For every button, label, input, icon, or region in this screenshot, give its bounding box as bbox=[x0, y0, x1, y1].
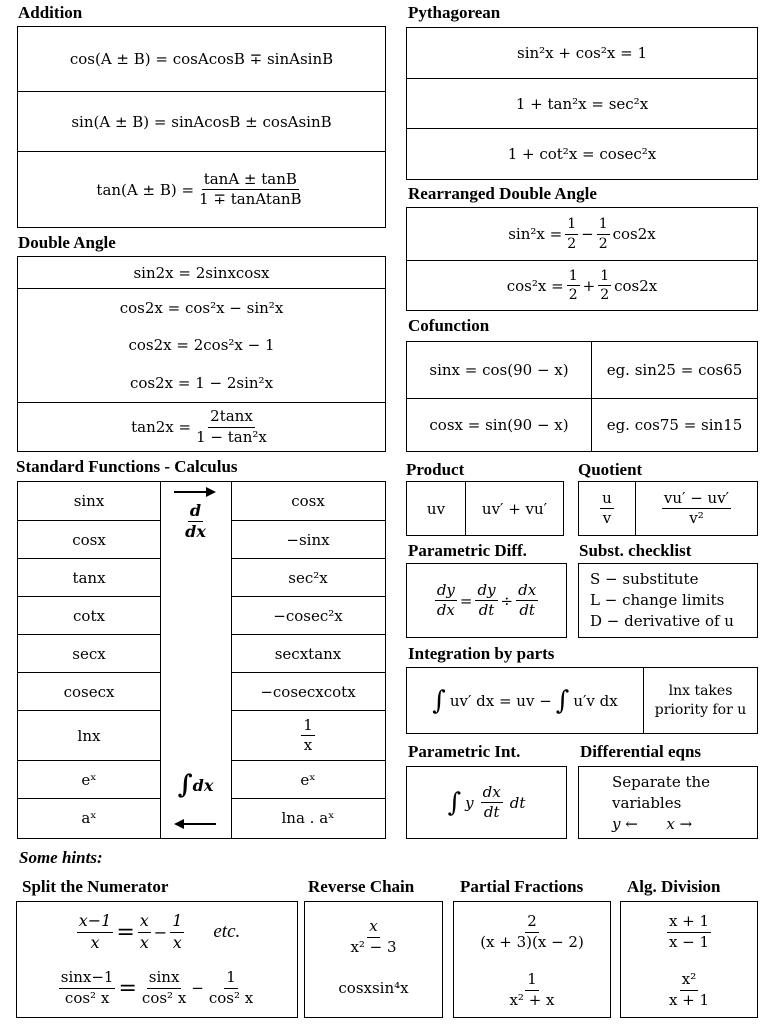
quotient-title: Quotient bbox=[578, 460, 643, 479]
calc-derivative-8: lna . aˣ bbox=[231, 798, 385, 836]
subst-item-s: S − substitute bbox=[590, 570, 699, 588]
equals: = bbox=[459, 591, 473, 610]
dy: dy bbox=[475, 582, 497, 601]
frac-den: x bbox=[139, 932, 149, 952]
calc-function-2: tanx bbox=[18, 558, 160, 596]
frac-num: 2 bbox=[525, 913, 539, 932]
frac-den: x − 1 bbox=[668, 932, 710, 951]
frac-den: x bbox=[172, 932, 182, 952]
frac-den: x² + x bbox=[509, 990, 555, 1009]
frac-den: cos² x bbox=[141, 988, 187, 1007]
dt: dt bbox=[509, 793, 526, 812]
calc-derivative-2: sec²x bbox=[231, 558, 385, 596]
partial-example-1 bbox=[454, 904, 610, 960]
quotient-v: v bbox=[602, 509, 612, 527]
equals: = bbox=[116, 919, 135, 945]
calc-function-3: cotx bbox=[18, 596, 160, 634]
double-angle-tan-num: 2tanx bbox=[208, 408, 255, 427]
diff-eq-line-2: variables bbox=[612, 794, 682, 812]
integral-sign: ∫ bbox=[447, 787, 462, 818]
reverse-box bbox=[304, 901, 443, 1018]
integral-arrow-left bbox=[172, 816, 218, 830]
calc-derivative-7: eˣ bbox=[231, 760, 385, 798]
rearranged-sin-lhs: sin²x = bbox=[508, 225, 563, 243]
calc-derivative-3: −cosec²x bbox=[231, 596, 385, 634]
double-angle-cos-3: cos2x = 1 − 2sin²x bbox=[129, 374, 274, 392]
partial-title: Partial Fractions bbox=[460, 877, 584, 896]
product-rhs: uv′ + vu′ bbox=[465, 482, 563, 535]
d-den: dx bbox=[185, 522, 206, 542]
alg-title: Alg. Division bbox=[627, 877, 721, 896]
half-den: 2 bbox=[598, 235, 608, 252]
divide: ÷ bbox=[500, 591, 514, 610]
calc-function-6: lnx bbox=[18, 710, 160, 760]
addition-tan-num: tanA ± tanB bbox=[202, 171, 299, 190]
minus: − bbox=[153, 922, 168, 942]
derivative-arrow-right bbox=[172, 484, 218, 498]
split-box bbox=[16, 901, 298, 1018]
rearranged-sin bbox=[407, 208, 757, 260]
ibp-title: Integration by parts bbox=[408, 644, 555, 663]
addition-box bbox=[17, 26, 386, 228]
frac-den: cos² x bbox=[64, 988, 110, 1007]
calc-derivative-0: cosx bbox=[291, 492, 325, 510]
param-int-box bbox=[406, 766, 567, 839]
half-num: 1 bbox=[597, 216, 610, 234]
param-int-formula bbox=[407, 767, 566, 838]
integral-sign: ∫ bbox=[177, 770, 193, 800]
addition-cos: cos(A ± B) = cosAcosB ∓ sinAsinB bbox=[69, 50, 334, 68]
pythagorean-row-3: 1 + cot²x = cosec²x bbox=[407, 128, 757, 179]
double-angle-tan bbox=[18, 402, 385, 451]
reverse-title: Reverse Chain bbox=[308, 877, 415, 896]
addition-tan-lhs: tan(A ± B) = bbox=[96, 180, 195, 199]
reverse-example-1 bbox=[305, 906, 442, 968]
subst-item-d: D − derivative of u bbox=[590, 612, 734, 630]
integral-sign: ∫ bbox=[432, 685, 446, 716]
addition-title: Addition bbox=[18, 3, 83, 22]
ibp-formula bbox=[407, 668, 643, 733]
calc-derivative-5: −cosecxcotx bbox=[231, 672, 385, 710]
frac-num: sinx−1 bbox=[59, 969, 116, 988]
half-num: 1 bbox=[567, 268, 580, 286]
frac-den: x bbox=[90, 932, 100, 952]
diff-eq-line-1: Separate the bbox=[612, 773, 711, 791]
cofunction-cos-eg: eg. cos75 = sin15 bbox=[591, 398, 757, 451]
ibp-note-1: lnx takes bbox=[668, 682, 733, 699]
d-num: d bbox=[188, 502, 203, 522]
hints-title: Some hints: bbox=[19, 848, 103, 867]
frac-den: cos² x bbox=[208, 988, 254, 1007]
equals: = bbox=[118, 975, 137, 1001]
subst-item-l: L − change limits bbox=[590, 591, 725, 609]
calc-derivative-6 bbox=[231, 710, 385, 760]
cofunction-box bbox=[406, 341, 758, 452]
dx: dx bbox=[481, 784, 503, 803]
diff-eq-title: Differential eqns bbox=[580, 742, 702, 761]
diff-eq-box bbox=[578, 766, 758, 839]
cofunction-sin-eg: eg. sin25 = cos65 bbox=[591, 342, 757, 398]
ibp-note-2: priority for u bbox=[654, 701, 747, 718]
half-den: 2 bbox=[568, 287, 578, 303]
frac-den: x + 1 bbox=[668, 990, 710, 1009]
rearranged-box bbox=[406, 207, 758, 311]
double-angle-box bbox=[17, 256, 386, 452]
etc-text: etc. bbox=[213, 921, 241, 942]
calc-function-5: cosecx bbox=[18, 672, 160, 710]
ibp-box bbox=[406, 667, 758, 734]
cos2x-term: cos2x bbox=[614, 276, 658, 295]
cofunction-cos: cosx = sin(90 − x) bbox=[407, 398, 591, 451]
quotient-rhs-den: v² bbox=[689, 509, 704, 527]
integral-dx: dx bbox=[192, 775, 214, 795]
half-den: 2 bbox=[567, 235, 577, 252]
rearranged-cos-lhs: cos²x = bbox=[506, 276, 564, 295]
minus: − bbox=[191, 979, 204, 997]
frac-num: 1 bbox=[170, 912, 184, 932]
calc-function-4: secx bbox=[18, 634, 160, 672]
y-term: y bbox=[465, 793, 474, 812]
partial-box bbox=[453, 901, 611, 1018]
alg-example-1 bbox=[621, 904, 757, 960]
quotient-u: u bbox=[600, 490, 614, 509]
pythagorean-row-2: 1 + tan²x = sec²x bbox=[407, 78, 757, 128]
split-example-1 bbox=[17, 904, 297, 960]
derivative-operator bbox=[160, 502, 231, 542]
dx: dx bbox=[516, 582, 538, 601]
addition-sin: sin(A ± B) = sinAcosB ± cosAsinB bbox=[18, 91, 385, 151]
double-angle-sin2x: sin2x = 2sinxcosx bbox=[133, 263, 270, 282]
subst-title: Subst. checklist bbox=[579, 541, 692, 560]
param-diff-title: Parametric Diff. bbox=[408, 541, 527, 560]
integral-sign: ∫ bbox=[555, 685, 570, 716]
frac-num: 1 bbox=[525, 971, 539, 990]
calculus-table bbox=[17, 481, 386, 839]
pythagorean-title: Pythagorean bbox=[408, 3, 501, 22]
rearranged-title: Rearranged Double Angle bbox=[408, 184, 597, 203]
double-angle-cos-2: cos2x = 2cos²x − 1 bbox=[128, 336, 275, 354]
ibp-lhs: uv′ dx = uv − bbox=[449, 691, 552, 710]
quotient-box bbox=[578, 481, 758, 536]
calc-function-0: sinx bbox=[73, 492, 105, 510]
pythagorean-row-1: sin²x + cos²x = 1 bbox=[517, 44, 647, 62]
pythagorean-box bbox=[406, 27, 758, 180]
calc-derivative-1: −sinx bbox=[231, 520, 385, 558]
alg-example-2 bbox=[621, 962, 757, 1018]
dx: dx bbox=[436, 601, 455, 619]
partial-example-2 bbox=[454, 962, 610, 1018]
minus-sign: − bbox=[581, 225, 594, 243]
dt: dt bbox=[478, 601, 495, 619]
double-angle-cos-1: cos2x = cos²x − sin²x bbox=[18, 288, 385, 326]
frac-den: x bbox=[303, 736, 313, 754]
param-diff-box bbox=[406, 563, 567, 638]
half-num: 1 bbox=[565, 216, 578, 234]
frac-num: sinx bbox=[147, 969, 182, 988]
addition-tan-den: 1 ∓ tanAtanB bbox=[199, 190, 302, 208]
half-num: 1 bbox=[598, 268, 611, 286]
param-int-title: Parametric Int. bbox=[408, 742, 521, 761]
param-diff-formula bbox=[407, 564, 566, 637]
calculus-title: Standard Functions - Calculus bbox=[16, 457, 238, 476]
calc-derivative-4: secxtanx bbox=[231, 634, 385, 672]
ibp-rhs: u′v dx bbox=[573, 691, 618, 710]
double-angle-tan-lhs: tan2x = bbox=[131, 418, 192, 436]
frac-num: x² bbox=[680, 971, 698, 990]
half-den: 2 bbox=[600, 287, 610, 303]
quotient-rhs bbox=[635, 482, 757, 535]
reverse-example-2: cosxsin⁴x bbox=[338, 979, 409, 997]
split-example-2 bbox=[17, 960, 297, 1016]
alg-box bbox=[620, 901, 758, 1018]
calc-function-7: eˣ bbox=[18, 760, 160, 798]
frac-num: x bbox=[367, 918, 379, 937]
subst-box bbox=[578, 563, 758, 638]
frac-num: 1 bbox=[301, 717, 315, 736]
addition-tan bbox=[18, 151, 385, 227]
frac-num: 1 bbox=[224, 969, 238, 988]
product-box bbox=[406, 481, 564, 536]
split-title: Split the Numerator bbox=[22, 877, 169, 896]
quotient-lhs bbox=[579, 482, 635, 535]
frac-den: x² − 3 bbox=[350, 937, 397, 956]
product-title: Product bbox=[406, 460, 465, 479]
double-angle-title: Double Angle bbox=[18, 233, 116, 252]
product-lhs: uv bbox=[426, 499, 446, 518]
dt: dt bbox=[483, 803, 500, 821]
diff-eq-line-3: y ← x → bbox=[612, 815, 693, 833]
cofunction-title: Cofunction bbox=[408, 316, 490, 335]
calc-function-1: cosx bbox=[18, 520, 160, 558]
cofunction-sin: sinx = cos(90 − x) bbox=[429, 361, 569, 379]
rearranged-cos bbox=[407, 260, 757, 310]
double-angle-tan-den: 1 − tan²x bbox=[196, 427, 267, 446]
quotient-rhs-num: vu′ − uv′ bbox=[662, 490, 731, 509]
plus-sign: + bbox=[582, 276, 596, 295]
calc-function-8: aˣ bbox=[18, 798, 160, 836]
frac-num: x + 1 bbox=[667, 913, 711, 932]
ibp-note bbox=[643, 668, 757, 733]
cos2x-term: cos2x bbox=[612, 225, 656, 243]
dt: dt bbox=[519, 601, 535, 619]
frac-num: x bbox=[138, 912, 151, 932]
dy: dy bbox=[435, 582, 457, 601]
integral-operator bbox=[160, 772, 231, 798]
frac-den: (x + 3)(x − 2) bbox=[480, 932, 584, 951]
frac-num: x−1 bbox=[77, 912, 114, 932]
